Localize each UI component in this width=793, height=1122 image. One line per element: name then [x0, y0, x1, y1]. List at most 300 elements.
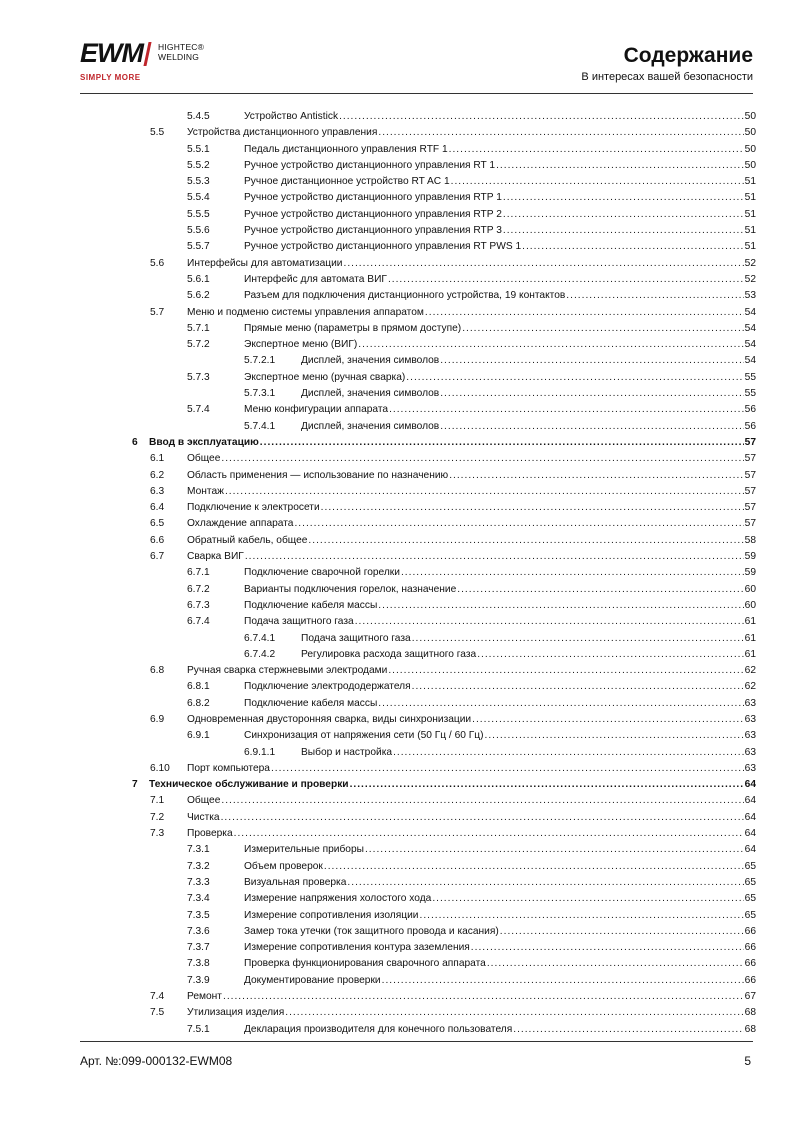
toc-entry-title: Измерение сопротивления контура заземления [244, 942, 470, 954]
toc-entry-page: 61 [744, 632, 756, 644]
toc-entry[interactable] [80, 989, 756, 1005]
toc-entry[interactable] [80, 239, 756, 255]
toc-entry-body [301, 419, 756, 435]
toc-dot-leader [223, 989, 744, 1005]
toc-entry-title: Подача защитного газа [301, 632, 411, 644]
toc-entry-title: Измерение напряжения холостого хода [244, 893, 432, 905]
toc-entry[interactable] [80, 891, 756, 907]
toc-entry[interactable] [80, 484, 756, 500]
toc-entry-body [187, 468, 756, 484]
toc-entry-title: Ввод в эксплуатацию [149, 436, 259, 448]
toc-entry-page: 51 [744, 208, 756, 220]
toc-dot-leader [451, 174, 744, 190]
toc-entry-title: Прямые меню (параметры в прямом доступе) [244, 322, 462, 334]
toc-entry-title: Визуальная проверка [244, 876, 347, 888]
toc-entry-title: Охлаждение аппарата [187, 518, 294, 530]
toc-entry-number: 6.8.1 [187, 681, 210, 693]
toc-entry-body [244, 679, 756, 695]
toc-entry-body [244, 142, 756, 158]
toc-entry-number: 7.3 [150, 828, 165, 840]
toc-entry-number: 5.5.2 [187, 159, 210, 171]
toc-entry-page: 64 [744, 795, 756, 807]
toc-entry[interactable] [80, 826, 756, 842]
toc-entry-title: Проверка функционирования сварочного аппарата [244, 958, 486, 970]
toc-entry-title: Синхронизация от напряжения сети (50 Гц / 60 Гц) [244, 730, 484, 742]
toc-entry-body [244, 1022, 756, 1038]
toc-entry[interactable] [80, 793, 756, 809]
toc-entry-page: 68 [744, 1007, 756, 1019]
toc-entry[interactable] [80, 370, 756, 386]
toc-entry-number: 5.7.2.1 [244, 355, 276, 367]
toc-entry-page: 57 [744, 502, 756, 514]
toc-entry-number: 5.5.5 [187, 208, 210, 220]
logo-welding: WELDING [158, 52, 200, 62]
toc-entry[interactable] [80, 728, 756, 744]
toc-entry-page: 68 [744, 1023, 756, 1035]
toc-dot-leader [503, 207, 744, 223]
toc-entry[interactable] [80, 386, 756, 402]
toc-entry-number: 6.7.2 [187, 583, 210, 595]
toc-entry[interactable] [80, 598, 756, 614]
toc-dot-leader [388, 663, 743, 679]
toc-entry[interactable] [80, 973, 756, 989]
toc-entry-title: Техническое обслуживание и проверки [149, 779, 349, 791]
toc-entry[interactable] [80, 256, 756, 272]
logo-slogan: SIMPLY MORE [80, 73, 141, 82]
toc-dot-leader [449, 142, 744, 158]
toc-dot-leader [365, 842, 744, 858]
toc-entry-body [187, 712, 756, 728]
toc-dot-leader [513, 1022, 743, 1038]
toc-entry-title: Утилизация изделия [187, 1007, 285, 1019]
toc-entry-body [244, 696, 756, 712]
toc-entry[interactable] [80, 533, 756, 549]
toc-dot-leader [500, 924, 744, 940]
toc-entry-title: Подключение сварочной горелки [244, 567, 400, 579]
toc-entry[interactable] [80, 158, 756, 174]
toc-entry-body [244, 598, 756, 614]
toc-entry[interactable] [80, 451, 756, 467]
toc-entry-number: 5.6 [150, 257, 165, 269]
toc-entry-page: 64 [744, 779, 756, 791]
toc-entry-page: 60 [744, 599, 756, 611]
toc-entry-page: 60 [744, 583, 756, 595]
toc-entry-page: 54 [744, 339, 756, 351]
toc-entry[interactable] [80, 207, 756, 223]
toc-entry-body [187, 989, 756, 1005]
toc-dot-leader [503, 223, 744, 239]
toc-entry[interactable] [80, 956, 756, 972]
toc-dot-leader [378, 125, 743, 141]
toc-entry-page: 62 [744, 665, 756, 677]
toc-entry-body [149, 777, 756, 793]
toc-entry-body [244, 908, 756, 924]
toc-entry[interactable] [80, 549, 756, 565]
toc-entry-body [244, 337, 756, 353]
toc-dot-leader [457, 582, 743, 598]
toc-entry-title: Ручное дистанционное устройство RT AC 1 [244, 176, 450, 188]
toc-entry-title: Ремонт [187, 991, 222, 1003]
toc-entry-page: 57 [744, 485, 756, 497]
toc-entry[interactable] [80, 908, 756, 924]
toc-entry-body [244, 223, 756, 239]
toc-entry-title: Ручное устройство дистанционного управления RT PWS 1 [244, 241, 522, 253]
toc-dot-leader [221, 793, 743, 809]
toc-entry-number: 5.5.6 [187, 225, 210, 237]
toc-entry[interactable] [80, 761, 756, 777]
toc-entry[interactable] [80, 516, 756, 532]
toc-entry-number: 5.6.2 [187, 290, 210, 302]
toc-entry-body [301, 745, 756, 761]
toc-entry-number: 7.3.9 [187, 974, 210, 986]
toc-dot-leader [566, 288, 743, 304]
toc-entry-number: 7.3.8 [187, 958, 210, 970]
toc-entry-body [301, 353, 756, 369]
toc-dot-leader [496, 158, 744, 174]
toc-entry-page: 61 [744, 648, 756, 660]
toc-entry-body [244, 190, 756, 206]
toc-entry-body [187, 663, 756, 679]
toc-entry[interactable] [80, 353, 756, 369]
toc-entry-number: 6.9 [150, 713, 165, 725]
toc-entry-page: 59 [744, 551, 756, 563]
toc-entry-body [187, 125, 756, 141]
toc-entry-number: 7.1 [150, 795, 165, 807]
toc-entry-title: Меню и подменю системы управления аппаратом [187, 306, 424, 318]
toc-entry-page: 51 [744, 192, 756, 204]
toc-entry-body [187, 1005, 756, 1021]
toc-entry-title: Общее [187, 453, 221, 465]
toc-entry-page: 57 [744, 453, 756, 465]
toc-entry[interactable] [80, 305, 756, 321]
toc-entry-title: Декларация производителя для конечного пользователя [244, 1023, 513, 1035]
toc-entry-body [187, 500, 756, 516]
toc-entry[interactable] [80, 777, 756, 793]
toc-entry-page: 50 [744, 159, 756, 171]
toc-dot-leader [462, 321, 743, 337]
toc-entry-body [244, 728, 756, 744]
toc-dot-leader [401, 565, 744, 581]
toc-entry-title: Регулировка расхода защитного газа [301, 648, 477, 660]
toc-entry[interactable] [80, 810, 756, 826]
toc-entry-page: 54 [744, 322, 756, 334]
toc-entry-title: Область применения — использование по назначению [187, 469, 449, 481]
toc-entry-page: 63 [744, 713, 756, 725]
toc-dot-leader [412, 631, 744, 647]
toc-entry-page: 66 [744, 942, 756, 954]
page-subtitle: В интересах вашей безопасности [581, 71, 753, 83]
toc-entry[interactable] [80, 842, 756, 858]
toc-dot-leader [221, 810, 744, 826]
toc-dot-leader [245, 549, 744, 565]
toc-entry-page: 56 [744, 420, 756, 432]
toc-dot-leader [321, 500, 744, 516]
toc-dot-leader [350, 777, 744, 793]
toc-entry-body [187, 810, 756, 826]
toc-entry-body [301, 386, 756, 402]
toc-entry-body [244, 973, 756, 989]
toc-entry-number: 5.7.4 [187, 404, 210, 416]
toc-entry-title: Подключение электрододержателя [244, 681, 411, 693]
toc-entry[interactable] [80, 631, 756, 647]
toc-entry[interactable] [80, 582, 756, 598]
toc-entry-page: 63 [744, 762, 756, 774]
toc-entry[interactable] [80, 109, 756, 125]
toc-dot-leader [522, 239, 744, 255]
toc-entry-title: Одновременная двусторонняя сварка, виды синхронизации [187, 713, 472, 725]
toc-entry-number: 6.7.1 [187, 567, 210, 579]
toc-entry[interactable] [80, 1005, 756, 1021]
toc-entry-body [301, 631, 756, 647]
toc-entry-title: Педаль дистанционного управления RTF 1 [244, 143, 448, 155]
toc-entry-page: 55 [744, 388, 756, 400]
toc-entry-number: 5.7 [150, 306, 165, 318]
toc-entry-page: 54 [744, 355, 756, 367]
toc-entry-body [187, 451, 756, 467]
toc-dot-leader [440, 419, 743, 435]
toc-dot-leader [308, 533, 743, 549]
toc-entry-page: 65 [744, 909, 756, 921]
toc-entry-title: Документирование проверки [244, 974, 381, 986]
toc-entry-number: 7.5 [150, 1007, 165, 1019]
toc-entry-body [187, 305, 756, 321]
toc-entry-title: Ручное устройство дистанционного управления RTP 1 [244, 192, 502, 204]
toc-entry-number: 6.3 [150, 485, 165, 497]
toc-entry-title: Монтаж [187, 485, 224, 497]
toc-entry-number: 7.3.4 [187, 893, 210, 905]
toc-entry-title: Порт компьютера [187, 762, 270, 774]
toc-entry-page: 62 [744, 681, 756, 693]
toc-dot-leader [343, 256, 743, 272]
toc-entry[interactable] [80, 745, 756, 761]
toc-entry-number: 6.7.4.2 [244, 648, 276, 660]
toc-entry-number: 6.7.3 [187, 599, 210, 611]
toc-entry-body [244, 924, 756, 940]
toc-entry-number: 7.3.1 [187, 844, 210, 856]
toc-entry-number: 6.8.2 [187, 697, 210, 709]
toc-entry-page: 65 [744, 893, 756, 905]
footer-divider [80, 1041, 753, 1042]
toc-dot-leader [487, 956, 744, 972]
toc-entry-number: 7.3.2 [187, 860, 210, 872]
toc-dot-leader [503, 190, 744, 206]
toc-entry-body [244, 288, 756, 304]
toc-entry-body [244, 582, 756, 598]
toc-entry-number: 5.5 [150, 127, 165, 139]
toc-entry-page: 54 [744, 306, 756, 318]
toc-entry[interactable] [80, 924, 756, 940]
toc-entry-number: 5.5.3 [187, 176, 210, 188]
toc-entry-title: Дисплей, значения символов [301, 420, 440, 432]
toc-entry-page: 65 [744, 876, 756, 888]
toc-entry-title: Ручное устройство дистанционного управления RTP 3 [244, 225, 502, 237]
toc-entry-title: Устройства дистанционного управления [187, 127, 378, 139]
toc-entry-title: Замер тока утечки (ток защитного провода и касания) [244, 925, 499, 937]
toc-entry-number: 5.5.4 [187, 192, 210, 204]
toc-entry-body [244, 109, 756, 125]
toc-entry-body [187, 761, 756, 777]
toc-entry-title: Экспертное меню (ручная сварка) [244, 371, 406, 383]
toc-entry[interactable] [80, 565, 756, 581]
toc-entry-title: Сварка ВИГ [187, 551, 244, 563]
toc-entry[interactable] [80, 125, 756, 141]
toc-entry-page: 63 [744, 697, 756, 709]
toc-entry[interactable] [80, 679, 756, 695]
toc-entry-title: Ручное устройство дистанционного управления RT 1 [244, 159, 496, 171]
toc-entry[interactable] [80, 190, 756, 206]
toc-entry-page: 50 [744, 127, 756, 139]
toc-entry[interactable] [80, 663, 756, 679]
toc-entry[interactable] [80, 875, 756, 891]
toc-entry[interactable] [80, 940, 756, 956]
toc-entry-title: Ручное устройство дистанционного управления RTP 2 [244, 208, 502, 220]
toc-dot-leader [389, 402, 744, 418]
toc-entry-title: Подача защитного газа [244, 616, 354, 628]
toc-entry[interactable] [80, 435, 756, 451]
toc-dot-leader [449, 468, 743, 484]
page-title: Содержание [623, 44, 753, 67]
toc-entry-title: Подключение кабеля массы [244, 599, 378, 611]
toc-entry-title: Экспертное меню (ВИГ) [244, 339, 358, 351]
toc-entry-number: 5.7.2 [187, 339, 210, 351]
toc-entry-number: 6.2 [150, 469, 165, 481]
toc-entry-page: 50 [744, 143, 756, 155]
toc-entry[interactable] [80, 174, 756, 190]
toc-entry-number: 7.3.7 [187, 942, 210, 954]
toc-entry-number: 6.4 [150, 502, 165, 514]
toc-entry-number: 5.4.5 [187, 111, 210, 122]
toc-entry-body [244, 940, 756, 956]
toc-entry-body [244, 321, 756, 337]
toc-entry-title: Устройство Antistick [244, 111, 339, 122]
toc-entry[interactable] [80, 500, 756, 516]
toc-entry-body [187, 484, 756, 500]
toc-dot-leader [271, 761, 744, 777]
toc-entry-body [187, 516, 756, 532]
toc-entry-title: Измерительные приборы [244, 844, 364, 856]
toc-entry-page: 51 [744, 241, 756, 253]
toc-dot-leader [382, 973, 744, 989]
toc-entry-number: 7.3.6 [187, 925, 210, 937]
toc-entry-body [244, 614, 756, 630]
toc-entry-page: 58 [744, 534, 756, 546]
toc-entry-title: Интерфейс для автомата ВИГ [244, 273, 387, 285]
toc-entry-page: 56 [744, 404, 756, 416]
toc-dot-leader [412, 679, 744, 695]
toc-entry-number: 5.6.1 [187, 273, 210, 285]
toc-entry-number: 6.9.1 [187, 730, 210, 742]
toc-entry[interactable] [80, 288, 756, 304]
toc-dot-leader [234, 826, 744, 842]
toc-entry-number: 6.5 [150, 518, 165, 530]
toc-dot-leader [432, 891, 743, 907]
toc-entry-title: Объем проверок [244, 860, 323, 872]
toc-entry[interactable] [80, 142, 756, 158]
toc-entry-number: 7 [132, 779, 138, 791]
toc-entry[interactable] [80, 402, 756, 418]
logo [80, 38, 210, 86]
toc-entry-title: Разъем для подключения дистанционного устройства, 19 контактов [244, 290, 566, 302]
toc-entry[interactable] [80, 1022, 756, 1038]
toc-entry[interactable] [80, 859, 756, 875]
toc-entry-title: Меню конфигурации аппарата [244, 404, 389, 416]
table-of-contents [80, 109, 756, 1038]
toc-dot-leader [225, 484, 744, 500]
toc-entry-body [187, 826, 756, 842]
toc-entry-body [244, 239, 756, 255]
toc-entry-title: Подключение кабеля массы [244, 697, 378, 709]
toc-entry-number: 7.5.1 [187, 1023, 210, 1035]
toc-entry[interactable] [80, 468, 756, 484]
toc-entry[interactable] [80, 223, 756, 239]
toc-entry-page: 61 [744, 616, 756, 628]
toc-entry[interactable] [80, 321, 756, 337]
toc-entry-body [244, 158, 756, 174]
toc-entry-page: 57 [744, 436, 756, 448]
toc-entry[interactable] [80, 696, 756, 712]
toc-entry-title: Ручная сварка стержневыми электродами [187, 665, 388, 677]
toc-entry-number: 6.8 [150, 665, 165, 677]
toc-entry-number: 5.5.1 [187, 143, 210, 155]
toc-dot-leader [419, 908, 743, 924]
toc-entry-number: 7.3.5 [187, 909, 210, 921]
toc-entry-number: 6.7.4.1 [244, 632, 276, 644]
toc-entry-page: 55 [744, 371, 756, 383]
toc-entry-number: 6.1 [150, 453, 165, 465]
toc-entry-number: 7.2 [150, 811, 165, 823]
toc-entry-page: 64 [744, 844, 756, 856]
toc-entry-page: 53 [744, 290, 756, 302]
toc-entry-title: Обратный кабель, общее [187, 534, 308, 546]
toc-entry-body [244, 370, 756, 386]
toc-dot-leader [472, 712, 744, 728]
toc-dot-leader [393, 745, 744, 761]
toc-entry-page: 63 [744, 746, 756, 758]
toc-entry-body [149, 435, 756, 451]
toc-entry-number: 6.9.1.1 [244, 746, 276, 758]
logo-stripes-icon [146, 42, 154, 66]
toc-entry-title: Дисплей, значения символов [301, 355, 440, 367]
toc-entry-page: 51 [744, 225, 756, 237]
header-divider [80, 93, 753, 94]
toc-entry[interactable] [80, 272, 756, 288]
toc-entry[interactable] [80, 712, 756, 728]
toc-entry-page: 66 [744, 925, 756, 937]
toc-entry-body [187, 793, 756, 809]
toc-entry-body [244, 842, 756, 858]
toc-dot-leader [378, 696, 743, 712]
toc-entry-number: 6 [132, 436, 138, 448]
article-number: Арт. №:099-000132-EWM08 [80, 1054, 233, 1068]
logo-wordmark: EWM [80, 38, 143, 68]
toc-entry-page: 64 [744, 828, 756, 840]
toc-dot-leader [221, 451, 743, 467]
toc-entry[interactable] [80, 614, 756, 630]
toc-entry-title: Измерение сопротивления изоляции [244, 909, 419, 921]
toc-entry-body [301, 647, 756, 663]
toc-entry[interactable] [80, 419, 756, 435]
page-number: 5 [744, 1054, 751, 1068]
toc-dot-leader [347, 875, 743, 891]
toc-entry[interactable] [80, 647, 756, 663]
toc-entry-body [187, 256, 756, 272]
toc-dot-leader [285, 1005, 743, 1021]
toc-entry[interactable] [80, 337, 756, 353]
toc-dot-leader [355, 614, 744, 630]
toc-dot-leader [440, 353, 743, 369]
logo-hightec: HIGHTEC® [158, 42, 205, 52]
toc-entry-body [244, 402, 756, 418]
